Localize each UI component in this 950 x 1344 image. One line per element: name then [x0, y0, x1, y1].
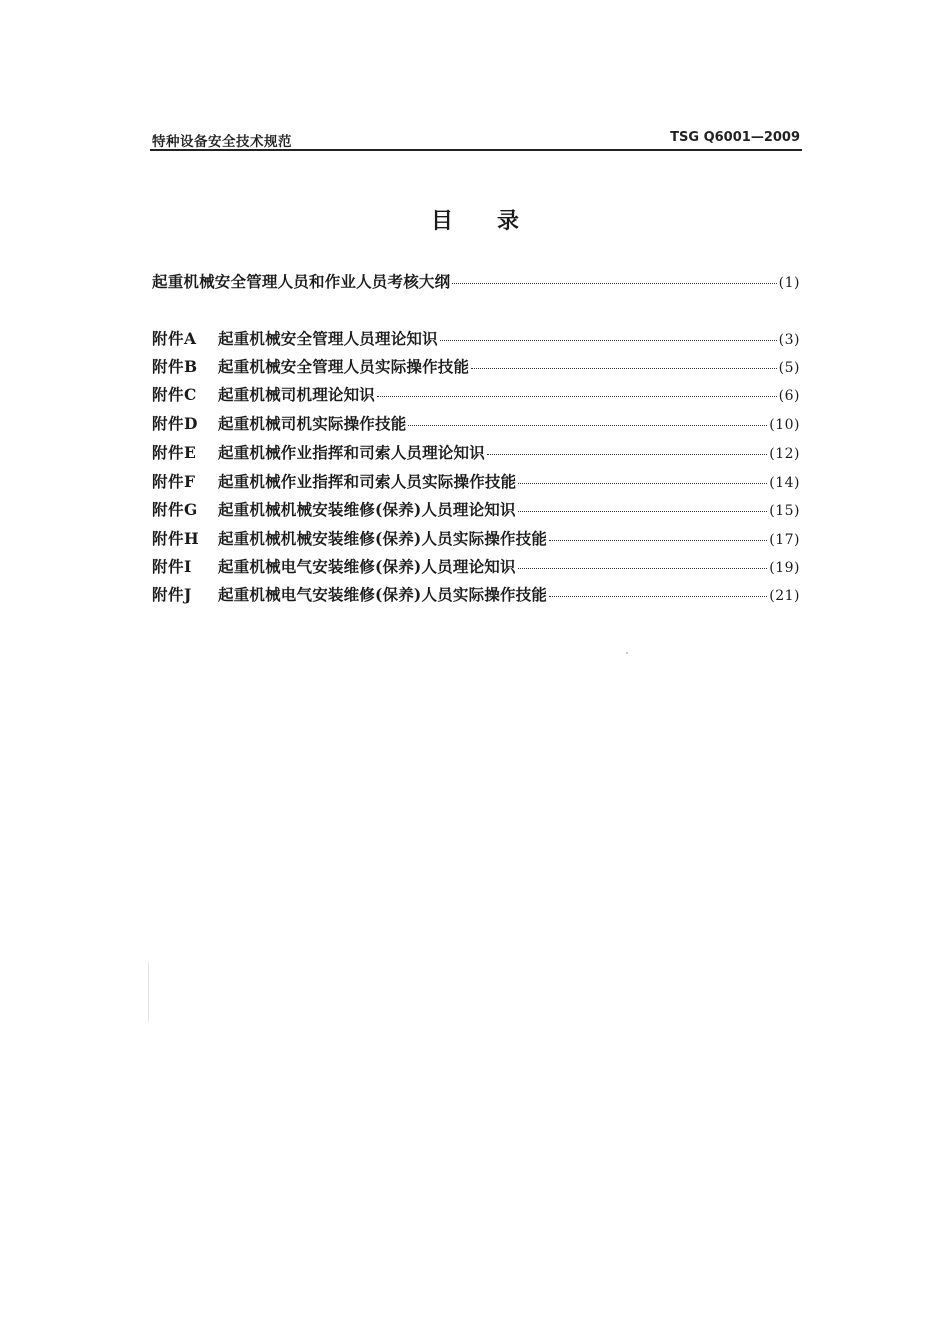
- toc-entry-text: 起重机械电气安装维修(保养)人员理论知识: [218, 557, 516, 576]
- toc-leader-dots: [408, 413, 767, 426]
- toc-leader-dots: [518, 556, 768, 569]
- toc-entry-text: 起重机械安全管理人员实际操作技能: [218, 357, 470, 376]
- toc-page-number: (12): [769, 446, 800, 462]
- toc-page-number: (3): [778, 332, 800, 348]
- toc-page-number: (17): [769, 532, 800, 548]
- toc-page-number: (14): [769, 475, 800, 491]
- toc-leader-dots: [452, 271, 776, 284]
- toc-leader-dots: [487, 442, 767, 455]
- toc-leader-dots: [549, 528, 767, 541]
- header-rule: [150, 149, 802, 151]
- toc-appendix-i[interactable]: [152, 555, 800, 577]
- toc-appendix-label: 附件I: [152, 557, 192, 576]
- toc-entry-text: 起重机械作业指挥和司索人员理论知识: [218, 443, 485, 462]
- toc-page-number: (21): [769, 588, 800, 604]
- toc-page-number: (6): [778, 388, 800, 404]
- toc-entry-text: 起重机械机械安装维修(保养)人员实际操作技能: [218, 529, 548, 548]
- toc-appendix-h[interactable]: [152, 527, 800, 549]
- scan-speck: [148, 962, 149, 1022]
- page-header: [152, 128, 800, 148]
- toc-appendix-b[interactable]: [152, 355, 800, 377]
- toc-appendix-label: 附件H: [152, 529, 200, 548]
- toc-page-number: (15): [769, 503, 800, 519]
- toc-page-number: (1): [778, 275, 800, 291]
- toc-appendix-f[interactable]: [152, 470, 800, 492]
- toc-page-number: (10): [769, 417, 800, 433]
- toc-appendix-d[interactable]: [152, 412, 800, 434]
- toc-entry-text: 起重机械司机理论知识: [218, 385, 376, 404]
- toc-appendix-a[interactable]: [152, 327, 800, 349]
- header-standard-code: TSG Q6001—2009: [670, 130, 800, 145]
- toc-leader-dots: [518, 499, 768, 512]
- toc-title: 目录: [430, 209, 563, 234]
- toc-leader-dots: [518, 471, 767, 484]
- toc-appendix-label: 附件J: [152, 585, 192, 604]
- toc-leader-dots: [471, 356, 776, 369]
- toc-appendix-label: 附件G: [152, 500, 198, 519]
- toc-entry-text: 起重机械作业指挥和司索人员实际操作技能: [218, 472, 517, 491]
- toc-entry-text: 起重机械司机实际操作技能: [218, 414, 407, 433]
- toc-appendix-e[interactable]: [152, 441, 800, 463]
- toc-appendix-label: 附件D: [152, 414, 198, 433]
- toc-entry-text: 起重机械电气安装维修(保养)人员实际操作技能: [218, 585, 548, 604]
- toc-appendix-label: 附件E: [152, 443, 197, 462]
- toc-appendix-label: 附件F: [152, 472, 196, 491]
- toc-appendix-label: 附件A: [152, 329, 197, 348]
- toc-appendix-j[interactable]: [152, 583, 800, 605]
- toc-entry-text: 起重机械安全管理人员理论知识: [218, 329, 438, 348]
- toc-appendix-label: 附件C: [152, 385, 197, 404]
- toc-leader-dots: [549, 584, 767, 597]
- toc-leader-dots: [377, 384, 777, 397]
- toc-appendix-c[interactable]: [152, 383, 800, 405]
- toc-leader-dots: [440, 328, 777, 341]
- toc-entry-text: 起重机械机械安装维修(保养)人员理论知识: [218, 500, 516, 519]
- header-series-title: 特种设备安全技术规范: [152, 134, 292, 150]
- toc-appendix-label: 附件B: [152, 357, 198, 376]
- toc-page-number: (19): [769, 560, 800, 576]
- scan-speck: [626, 652, 628, 654]
- toc-entry-text: 起重机械安全管理人员和作业人员考核大纲: [152, 272, 451, 291]
- toc-page-number: (5): [778, 360, 800, 376]
- toc-appendix-g[interactable]: [152, 498, 800, 520]
- toc-main-entry[interactable]: [152, 270, 800, 292]
